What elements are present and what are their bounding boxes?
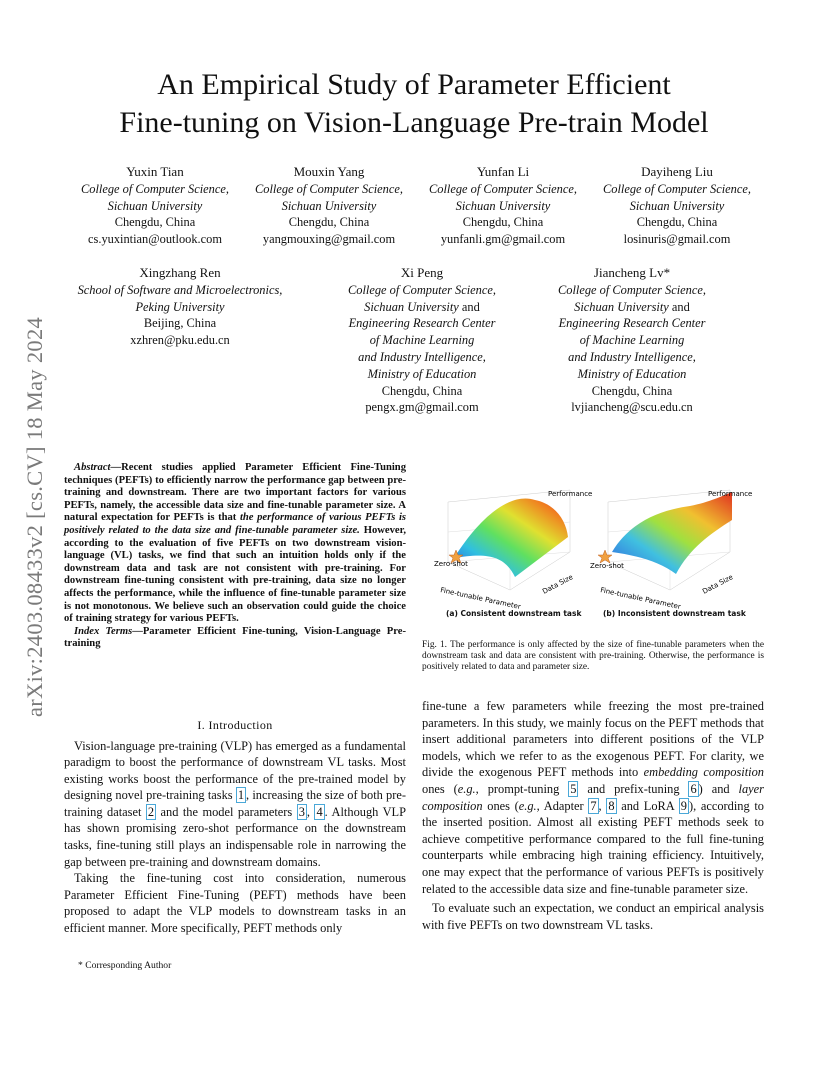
author-location: Chengdu, China — [636, 215, 718, 230]
panel-a-xlabel: Fine-tunable Parameter — [439, 586, 522, 612]
author-affiliation: and Industry Intelligence, — [358, 349, 486, 364]
author-name: Mouxin Yang — [293, 164, 365, 179]
author-affiliation: Sichuan University — [629, 198, 725, 213]
panel-b — [590, 490, 752, 611]
author-affiliation: School of Software and Microelectronics, — [77, 282, 283, 297]
citation-link[interactable]: 2 — [147, 804, 155, 819]
author-affiliation: College of Computer Science, — [603, 181, 751, 196]
author-name: Xingzhang Ren — [139, 265, 221, 280]
author-affiliation: College of Computer Science, — [429, 181, 577, 196]
author-block — [418, 164, 588, 248]
arxiv-identifier: arXiv:2403.08433v2 [cs.CV] 18 May 2024 — [22, 316, 47, 718]
author-affiliation: Sichuan University and — [574, 299, 690, 314]
author-affiliation: College of Computer Science, — [348, 282, 496, 297]
index-terms-label: Index Terms — [74, 625, 133, 637]
paper-title — [40, 66, 788, 142]
performance-surface-b — [612, 492, 732, 574]
author-name: Jiancheng Lv* — [593, 265, 671, 280]
author-affiliation: Sichuan University — [107, 198, 203, 213]
citation-link[interactable]: 5 — [570, 781, 577, 796]
author-location: Chengdu, China — [591, 383, 673, 398]
panel-a-ylabel: Data Size — [541, 573, 575, 596]
author-block — [62, 265, 298, 349]
author-block — [592, 164, 762, 248]
title-line-2: Fine-tuning on Vision-Language Pre-train Model — [119, 106, 709, 139]
index-terms-text: —Parameter Efficient Fine-tuning, Vision-Language Pre-training — [64, 625, 406, 650]
section-heading: I. Introduction — [197, 718, 273, 732]
abstract-paragraph — [64, 462, 406, 626]
footnote: * Corresponding Author — [78, 960, 172, 971]
author-affiliation: Ministry of Education — [367, 366, 477, 381]
citation-link[interactable]: 4 — [316, 804, 323, 819]
author-affiliation: Sichuan University — [281, 198, 377, 213]
author-name: Yuxin Tian — [126, 164, 184, 179]
panel-b-xlabel: Fine-tunable Parameter — [599, 586, 682, 612]
author-block — [244, 164, 414, 248]
arxiv-sidebar — [20, 272, 50, 762]
panel-b-caption: (b) Inconsistent downstream task — [603, 609, 746, 618]
citation-link[interactable]: 1 — [237, 788, 245, 803]
author-location: Beijing, China — [143, 316, 217, 331]
author-affiliation: Engineering Research Center — [558, 316, 706, 331]
author-location: Chengdu, China — [462, 215, 544, 230]
panel-a — [434, 490, 592, 611]
author-affiliation: Sichuan University — [455, 198, 551, 213]
abstract-text: However, according to the evaluation of five PEFTs on two downstream vision-language (VL) tasks, we find that such an intuition holds only if the downstream data and task are not consistent with pre-training. For downstream fine-tuning consistent with pre-training, data size no longer affects the performance, while the influence of fine-tunable parameter size is not monotonous. We believe such an observation could guide the choice of training strategy for various PEFTs. — [64, 524, 406, 625]
abstract — [64, 462, 406, 651]
citation-link[interactable]: 8 — [608, 798, 615, 813]
author-email: losinuris@gmail.com — [623, 232, 731, 247]
panel-a-origin-label: Zero-shot — [434, 560, 468, 568]
author-affiliation: of Machine Learning — [369, 333, 475, 348]
citation-link[interactable]: 7 — [590, 798, 597, 813]
citation-link[interactable]: 6 — [690, 781, 697, 796]
index-terms — [64, 626, 406, 651]
abstract-emphasis: the performance of various PEFTs is positively related to the data size and fine-tunable parameter size. — [64, 512, 407, 536]
author-location: Chengdu, China — [288, 215, 370, 230]
title-line-1: An Empirical Study of Parameter Efficient — [157, 68, 671, 101]
intro-paragraph: Taking the fine-tuning cost into consideration, numerous Parameter Efficient Fine-Tuning (PEFT) methods have been proposed to adapt the VLP models to downstream tasks in an efficient manner. More specifically, PEFT methods only — [64, 871, 406, 936]
panel-b-zlabel: Performance — [708, 490, 753, 498]
right-column — [422, 698, 764, 933]
author-name: Yunfan Li — [476, 164, 530, 179]
citation-link[interactable]: 3 — [298, 804, 305, 819]
panel-a-zlabel: Performance — [548, 490, 593, 498]
figure-caption: Fig. 1. The performance is only affected by the size of fine-tunable parameters when the downstream task and data are consistent with pre-training. Otherwise, the performance is positively related to data and parameter size. — [422, 640, 764, 673]
author-name: Dayiheng Liu — [641, 164, 713, 179]
author-affiliation: Peking University — [135, 299, 225, 314]
author-block — [534, 265, 730, 416]
body-paragraph: To evaluate such an expectation, we conduct an empirical analysis with five PEFTs on two downstream VL tasks. — [422, 901, 764, 932]
author-affiliation: Sichuan University and — [364, 299, 480, 314]
author-affiliation: Engineering Research Center — [348, 316, 496, 331]
abstract-label: Abstract — [74, 462, 111, 473]
author-location: Chengdu, China — [381, 383, 463, 398]
panel-a-caption: (a) Consistent downstream task — [446, 609, 582, 618]
author-affiliation: College of Computer Science, — [558, 282, 706, 297]
abstract-text: —Recent studies applied Parameter Efficient Fine-Tuning techniques (PEFTs) to efficiently narrow the performance gap between pre-training and downstream. There are two important factors for various PEFTs, namely, the accessible data size and fine-tunable parameter size. A natural expectation for PEFTs is that — [64, 462, 406, 524]
author-affiliation: Ministry of Education — [577, 366, 687, 381]
author-affiliation: College of Computer Science, — [255, 181, 403, 196]
panel-b-origin-label: Zero-shot — [590, 562, 624, 570]
panel-b-ylabel: Data Size — [701, 573, 735, 596]
author-affiliation: College of Computer Science, — [81, 181, 229, 196]
introduction — [64, 710, 406, 937]
body-paragraph: fine-tune a few parameters while freezing the most pre-trained parameters. In this study, we mainly focus on the PEFT methods that insert additional parameters into different positions of the VLP models, which we refer to as the exogenous PEFT. For clarity, we divide the exogenous PEFT methods into embedding composition ones (e.g., prompt-tuning 5 and prefix-tuning 6 ) and layer composition ones (e.g., Adapter 7 , 8 and LoRA 9 ), according to the inserted position. Almost all existing PEFT methods seek to achieve competitive performance compared to the full fine-tuning counterparts while embracing high training efficiency. Intuitively, one may expect that the performance of various PEFTs is positively related to the accessible data size and fine-tunable parameter size. — [422, 699, 764, 896]
author-block — [324, 265, 520, 416]
author-email: xzhren@pku.edu.cn — [130, 333, 230, 348]
intro-paragraph: Vision-language pre-training (VLP) has emerged as a fundamental paradigm to boost the performance of downstream VL tasks. Most existing works boost the performance of the pre-trained model by designing novel pre-training tasks 1 , increasing the size of both pre-training dataset 2 and the model parameters 3 , 4 . Although VLP has shown promising zero-shot performance on the downstream tasks, fine-tuning still plays an indispensable role in narrowing the gap between pre-training and downstream domains. — [64, 738, 406, 869]
author-name: Xi Peng — [400, 265, 444, 280]
performance-surface-a — [454, 499, 568, 577]
author-email: pengx.gm@gmail.com — [365, 400, 479, 415]
author-affiliation: of Machine Learning — [579, 333, 685, 348]
author-email: cs.yuxintian@outlook.com — [88, 232, 222, 247]
author-block — [70, 164, 240, 248]
citation-link[interactable]: 9 — [680, 798, 687, 813]
author-email: yunfanli.gm@gmail.com — [440, 232, 566, 247]
author-affiliation: and Industry Intelligence, — [568, 349, 696, 364]
author-email: lvjiancheng@scu.edu.cn — [571, 400, 693, 415]
author-email: yangmouxing@gmail.com — [262, 232, 396, 247]
figure-1 — [420, 482, 770, 622]
author-location: Chengdu, China — [114, 215, 196, 230]
